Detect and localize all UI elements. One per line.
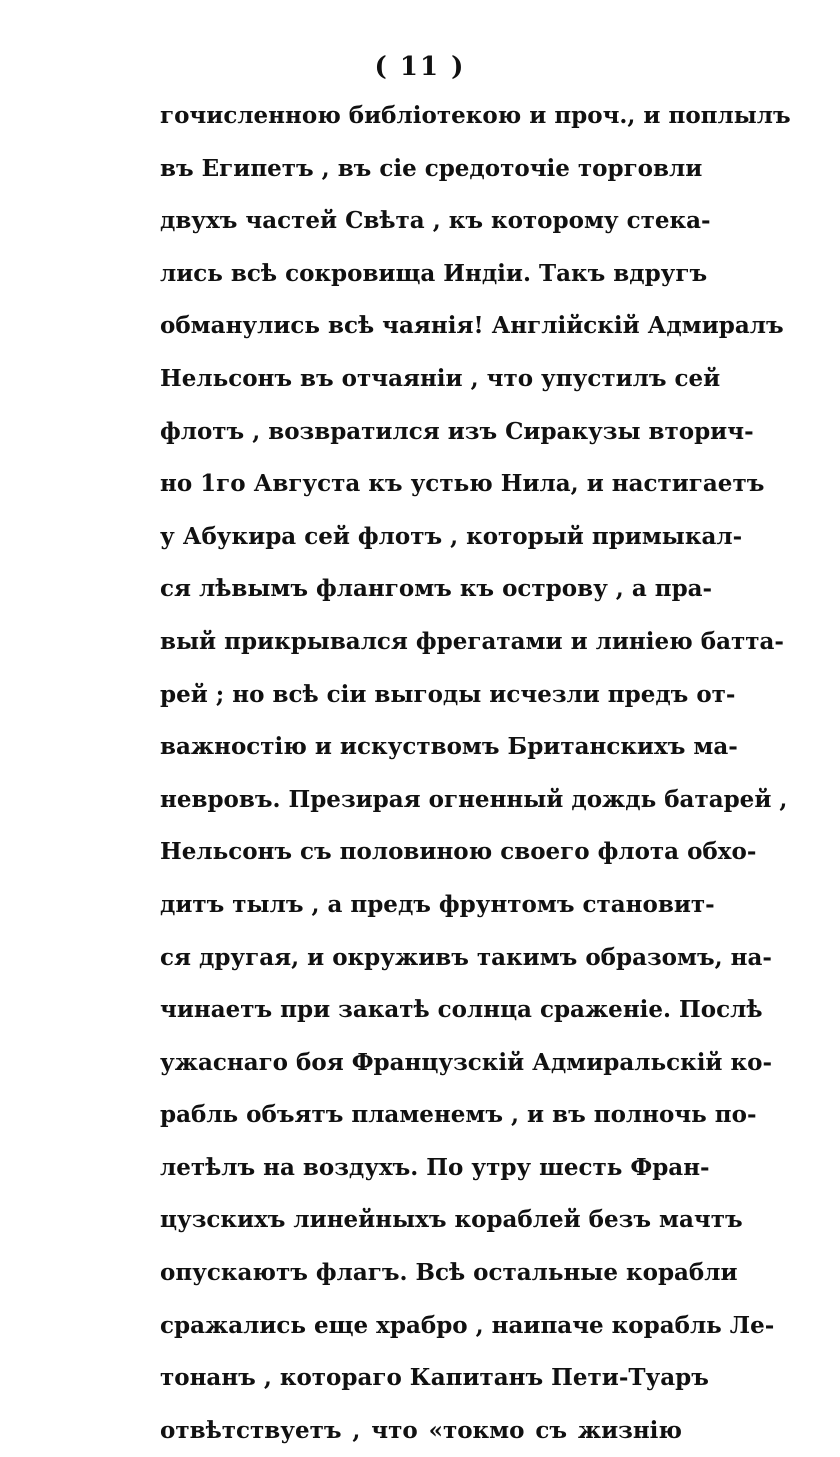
text-line: но 1го Августа къ устью Нила, и настигаетъ xyxy=(160,470,765,498)
text-line: отвѣтствуетъ , что «токмо съ жизнію xyxy=(160,1416,682,1444)
text-line: гочисленною библіотекою и проч., и поплылъ xyxy=(160,102,791,129)
text-line: обманулись всѣ чаянія! Англійскій Адмиралъ xyxy=(160,312,784,340)
text-line: въ Египетъ , въ сіе средоточіе торговли xyxy=(160,154,703,182)
text-line: Нельсонъ въ отчаяніи , что упустилъ сей xyxy=(160,364,721,392)
text-line: ся лѣвымъ флангомъ къ острову , а пра- xyxy=(160,575,713,603)
text-line: двухъ частей Свѣта , къ которому стека- xyxy=(160,207,711,235)
text-line: чинаетъ при закатѣ солнца сраженіе. Послѣ xyxy=(160,996,763,1024)
text-line: ужаснаго боя Французскій Адмиральскій ко- xyxy=(160,1048,772,1076)
text-line: дитъ тылъ , а предъ фрунтомъ становит- xyxy=(160,890,715,918)
text-line: летѣлъ на воздухъ. По утру шесть Фран- xyxy=(160,1153,710,1181)
text-line: у Абукира сей флотъ , который примыкал- xyxy=(160,522,743,550)
text-line: флотъ , возвратился изъ Сиракузы вторич- xyxy=(160,417,754,445)
text-line: важностію и искуствомъ Британскихъ ма- xyxy=(160,733,738,761)
text-line: тонанъ , котораго Капитанъ Пети-Туаръ xyxy=(160,1364,709,1392)
text-line: Нельсонъ съ половиною своего флота обхо- xyxy=(160,838,757,866)
text-line: цузскихъ линейныхъ кораблей безъ мачтъ xyxy=(160,1206,743,1234)
text-line: вый прикрывался фрегатами и линіею батта- xyxy=(160,627,784,655)
text-line: невровъ. Презирая огненный дождь батарей , xyxy=(160,785,788,813)
text-line: опускаютъ флагъ. Всѣ остальные корабли xyxy=(160,1259,738,1287)
text-line: рабль объятъ пламенемъ , и въ полночь по- xyxy=(160,1101,757,1129)
text-line: рей ; но всѣ сіи выгоды исчезли предъ от- xyxy=(160,680,736,708)
text-line: лись всѣ сокровища Индіи. Такъ вдругъ xyxy=(160,259,708,287)
text-line: ся другая, и окруживъ такимъ образомъ, на- xyxy=(160,943,772,971)
body-text xyxy=(160,90,791,1457)
page-number: ( 11 ) xyxy=(374,52,466,82)
text-line: сражались еще храбро , наипаче корабль Ле- xyxy=(160,1311,775,1339)
